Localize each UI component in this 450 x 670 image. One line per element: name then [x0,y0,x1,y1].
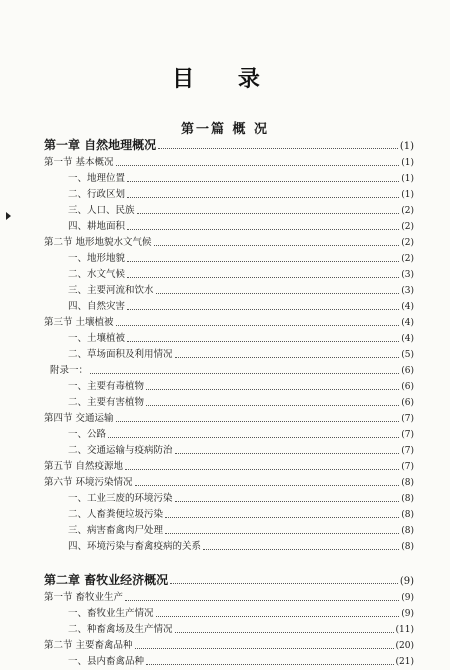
toc-entry-title: 三、病害畜禽肉尸处理 [68,525,164,536]
toc-entry-title: 二、水文气候 [68,269,126,280]
toc-entry [44,299,414,315]
dot-leader [146,389,399,390]
toc-entry-page: (3) [401,286,414,296]
toc-entry [44,187,414,203]
toc-entry-title: 二、种畜禽场及生产情况 [68,624,173,635]
toc-entry-page: (7) [401,414,414,424]
toc-entry-title: 第六节 环境污染情况 [44,477,133,488]
dot-leader [175,357,400,358]
toc-entry [44,491,414,507]
toc-entry-page: (9) [401,609,414,619]
margin-marker-icon [6,212,11,220]
toc-entry [44,283,414,299]
toc-entry-page: (5) [401,350,414,360]
toc-entry-page: (9) [399,576,414,587]
toc-entry-title: 第三节 土壤植被 [44,317,114,328]
toc-entry-title: 第二节 主要畜禽品种 [44,640,133,651]
dot-leader [127,197,399,198]
toc-entry-page: (2) [401,222,414,232]
toc-entry-page: (6) [401,398,414,408]
dot-leader [175,632,394,633]
toc-entry-page: (11) [395,625,414,635]
toc-entry-page: (6) [401,382,414,392]
toc-entry-page: (8) [401,542,414,552]
toc-entry-title: 一、地形地貌 [68,253,126,264]
part-heading: 第一篇 概 况 [180,122,270,137]
toc-entry-page: (7) [401,462,414,472]
toc-entry [44,638,414,654]
toc-entry [44,315,414,331]
toc-entry-title: 第一章 自然地理概况 [44,138,157,152]
toc-entry-title: 一、公路 [68,429,107,440]
toc-entry-page: (3) [401,270,414,280]
dot-leader [156,293,400,294]
toc-entry [44,427,414,443]
dot-leader [135,648,394,649]
toc-entry-title: 二、交通运输与疫病防治 [68,445,173,456]
dot-leader [90,373,399,374]
toc-entry [44,379,414,395]
toc-entry-page: (9) [401,593,414,603]
toc-entry [44,235,414,251]
dot-leader [156,616,400,617]
toc-entry [44,251,414,267]
toc-entry-page: (8) [401,494,414,504]
toc-entry-page: (7) [401,430,414,440]
toc-entry [44,219,414,235]
toc-entry-title: 附录一： [50,365,89,376]
toc-entry [44,203,414,219]
toc-entry [44,347,414,363]
toc-entry [44,475,414,491]
dot-leader [116,421,400,422]
dot-leader [116,325,400,326]
dot-leader [175,501,400,502]
toc-entry-title: 一、土壤植被 [68,333,126,344]
toc-entry [44,395,414,411]
toc-entry-title: 第二章 畜牧业经济概况 [44,573,169,587]
toc-entry-title: 二、行政区划 [68,189,126,200]
table-of-contents [44,136,414,670]
dot-leader [146,405,399,406]
toc-entry-page: (2) [401,206,414,216]
toc-entry-title: 第五节 自然疫源地 [44,461,124,472]
dot-leader [127,229,399,230]
toc-entry [44,443,414,459]
toc-entry [44,155,414,171]
toc-entry-page: (2) [401,254,414,264]
toc-entry [44,590,414,606]
toc-entry-page: (8) [401,526,414,536]
toc-entry-page: (1) [401,174,414,184]
toc-entry [44,331,414,347]
dot-leader [170,583,398,584]
dot-leader [108,437,399,438]
dot-leader [127,309,399,310]
toc-entry [44,267,414,283]
toc-entry-page: (20) [395,641,414,651]
dot-leader [127,277,399,278]
toc-entry-title: 第一节 畜牧业生产 [44,592,124,603]
toc-entry-title: 一、工业三废的环境污染 [68,493,173,504]
toc-entry-title: 第一节 基本概况 [44,157,114,168]
toc-entry-page: (2) [401,238,414,248]
toc-entry-title: 一、主要有毒植物 [68,381,145,392]
toc-entry-page: (4) [401,318,414,328]
dot-leader [127,341,399,342]
toc-entry-title: 一、县内畜禽品种 [68,656,145,667]
toc-entry-title: 二、草场面积及利用情况 [68,349,173,360]
dot-leader [137,213,400,214]
dot-leader [127,261,399,262]
toc-entry-page: (1) [399,141,414,152]
toc-entry [44,411,414,427]
toc-entry-title: 第四节 交通运输 [44,413,114,424]
dot-leader [165,533,399,534]
toc-entry-title: 一、地理位置 [68,173,126,184]
toc-entry [44,459,414,475]
toc-entry [44,654,414,670]
toc-entry-page: (6) [401,366,414,376]
dot-leader [203,549,399,550]
toc-entry [44,622,414,638]
toc-entry-page: (4) [401,302,414,312]
toc-entry-title: 四、自然灾害 [68,301,126,312]
toc-entry [44,171,414,187]
toc-entry-title: 三、人口、民族 [68,205,135,216]
toc-entry [44,523,414,539]
toc-entry [44,571,414,590]
toc-entry [44,507,414,523]
toc-entry [44,539,414,555]
toc-entry-title: 四、环境污染与畜禽疫病的关系 [68,541,202,552]
dot-leader [154,245,400,246]
page-title: 目 录 [172,66,278,92]
dot-leader [135,485,400,486]
dot-leader [175,453,400,454]
toc-entry [44,363,414,379]
toc-entry [44,136,414,155]
dot-leader [165,517,399,518]
dot-leader [158,148,398,149]
toc-entry-page: (4) [401,334,414,344]
toc-entry-title: 一、畜牧业生产情况 [68,608,154,619]
dot-leader [125,600,399,601]
toc-entry-page: (8) [401,478,414,488]
toc-entry-title: 二、人畜粪便垃圾污染 [68,509,164,520]
toc-entry-page: (21) [395,657,414,667]
toc-entry-page: (8) [401,510,414,520]
toc-entry-title: 三、主要河流和饮水 [68,285,154,296]
toc-entry-page: (7) [401,446,414,456]
toc-entry-title: 四、耕地面积 [68,221,126,232]
toc-entry-page: (1) [401,190,414,200]
dot-leader [116,165,400,166]
dot-leader [127,181,399,182]
toc-entry-title: 第二节 地形地貌水文气候 [44,237,152,248]
dot-leader [125,469,399,470]
dot-leader [146,664,394,665]
toc-entry-title: 二、主要有害植物 [68,397,145,408]
toc-entry [44,606,414,622]
toc-entry-page: (1) [401,158,414,168]
